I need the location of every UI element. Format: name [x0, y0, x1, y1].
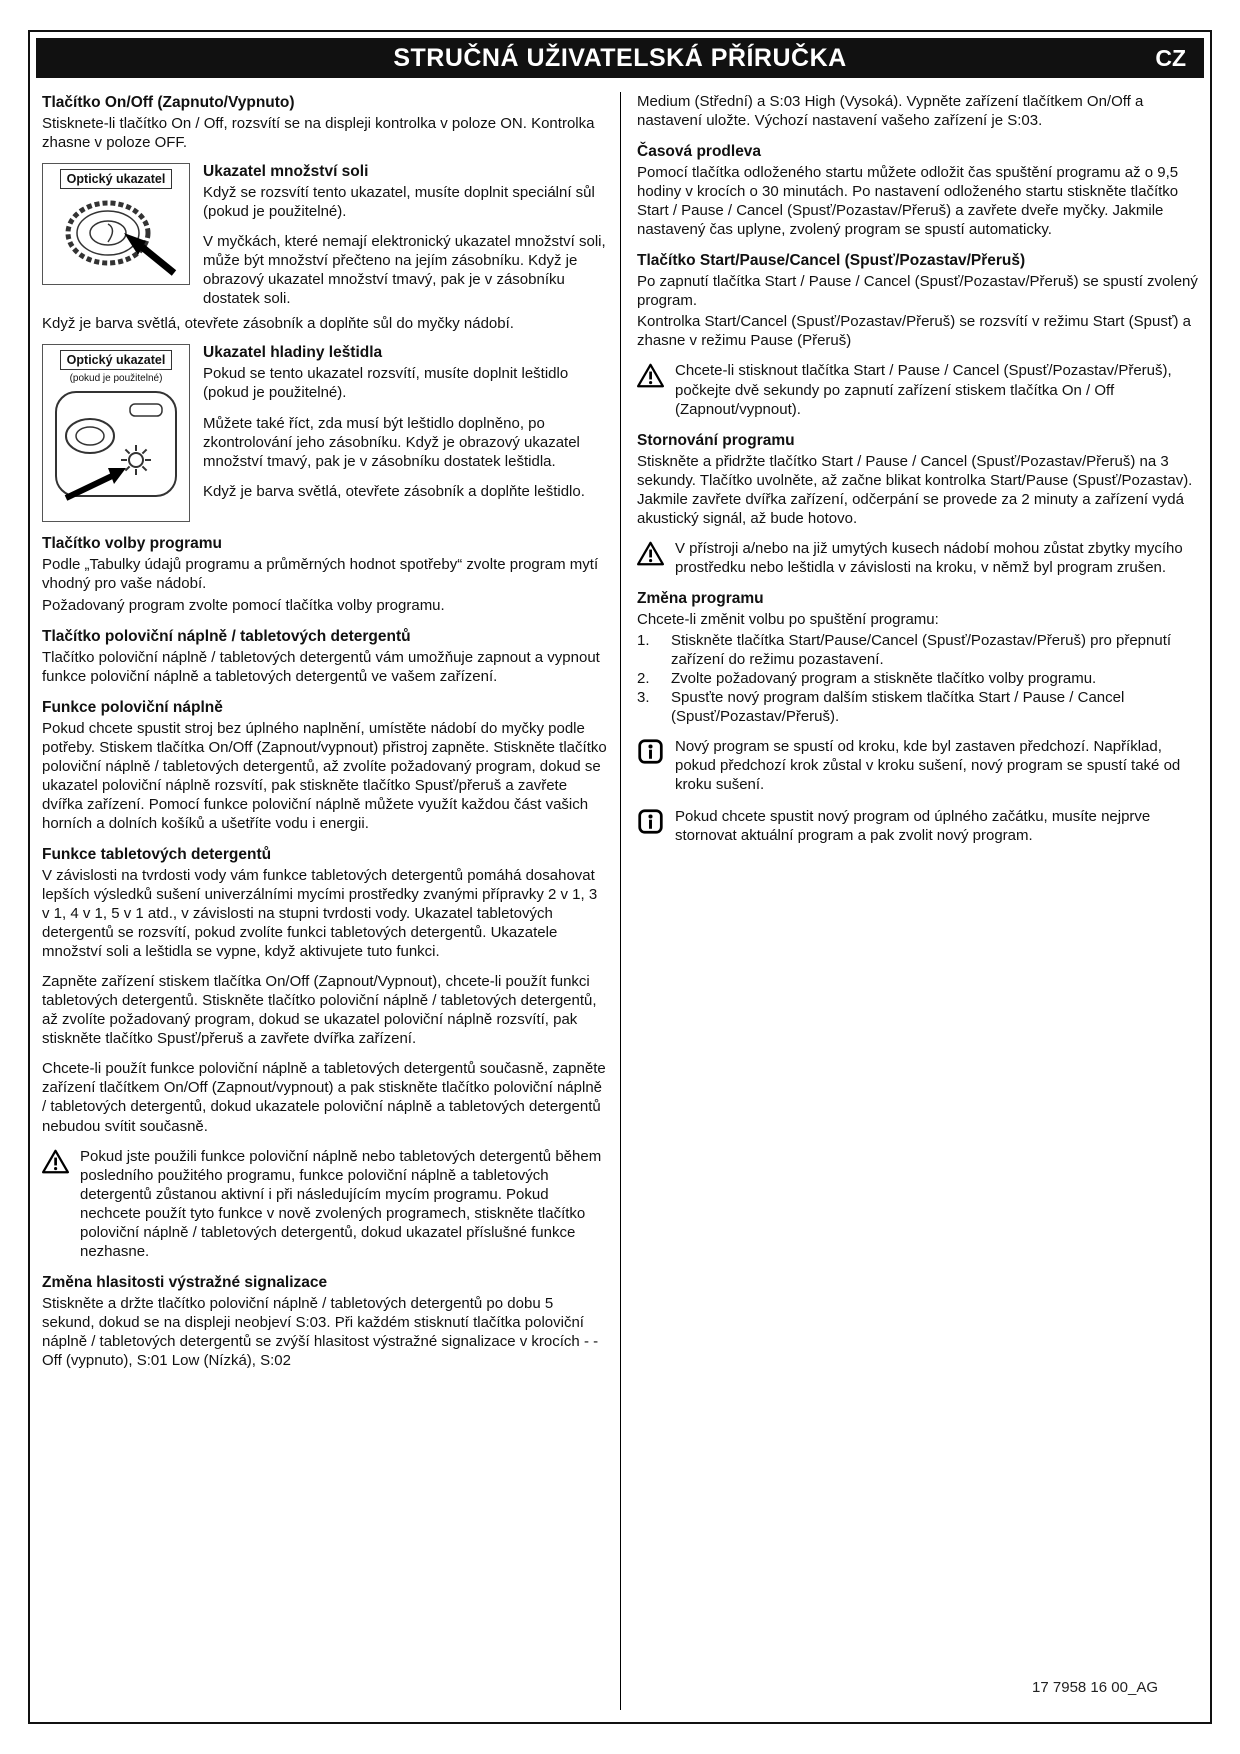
language-badge: CZ	[1155, 44, 1186, 71]
paragraph-rinse-1: Pokud se tento ukazatel rozsvítí, musíte doplnit leštidlo (pokud je použitelné).	[203, 365, 569, 402]
warning-icon	[637, 363, 664, 388]
heading-alarm-volume: Změna hlasitosti výstražné signalizace	[42, 1273, 328, 1291]
list-item-number: 2.	[637, 670, 650, 688]
info-icon	[637, 739, 664, 764]
info-note-restart	[637, 807, 1198, 845]
figure-rinse-indicator	[42, 344, 190, 522]
rinse-indicator-text	[203, 344, 608, 522]
paragraph-rinse-2: Můžete také říct, zda musí být leštidlo doplněno, po zkontrolování jeho zásobníku. Když je obrazový ukazatel množství tmavý, pak je v zásobníku dostatek leštidla.	[203, 414, 580, 470]
info-icon	[637, 809, 664, 834]
warning-text: Chcete-li stisknout tlačítka Start / Pause / Cancel (Spusť/Pozastav/Přeruš), počkejte dvě sekundy po zapnutí zařízení stiskem tlačítka On / Off (Zapnout/vypnout).	[675, 362, 1172, 418]
heading-delay-timer: Časová prodleva	[637, 143, 762, 161]
optical-indicator-sublabel: (pokud je použitelné)	[69, 373, 163, 385]
paragraph-salt-2: V myčkách, které nemají elektronický ukazatel množství soli, může být množství přečteno na jejím zásobníku. Když je obrazový ukazatel množství tmavý, pak je v zásobníku dostatek soli.	[203, 233, 606, 308]
salt-indicator-text	[203, 163, 608, 308]
heading-rinse-indicator: Ukazatel hladiny leštidla	[203, 344, 383, 362]
paragraph-alarm-volume: Stiskněte a držte tlačítko poloviční náplně / tabletových detergentů po dobu 5 sekund, dokud se na displeji neobjeví S:03. Při každém stisknutí tlačítka poloviční náplně / tabletových detergentů se zvýší hlasitost výstražné signalizace v krocích - - Off (vypnuto), S:01 Low (Nízká), S:02	[42, 1294, 599, 1369]
heading-half-load-button: Tlačítko poloviční náplně / tabletových detergentů	[42, 627, 411, 645]
list-item-text: Zvolte požadovaný program a stiskněte tlačítko volby programu.	[671, 670, 1097, 688]
warning-icon	[637, 541, 664, 566]
list-item-number: 1.	[637, 631, 650, 649]
figure-salt-indicator	[42, 163, 190, 285]
salt-indicator-block	[42, 163, 608, 308]
paragraph-program-select-1: Podle „Tabulky údajů programu a průměrných hodnot spotřeby“ zvolte program mytí vhodný pro vaše nádobí.	[42, 556, 599, 593]
heading-change-program: Změna programu	[637, 589, 764, 607]
document-code: 17 7958 16 00_AG	[1032, 1679, 1158, 1696]
page-content	[36, 78, 1204, 1710]
paragraph-half-load-button: Tlačítko poloviční náplně / tabletových detergentů vám umožňuje zapnout a vypnout funkce poloviční náplně a tabletových detergentů ve vašem zařízení.	[42, 648, 600, 685]
paragraph-start-pause-2: Kontrolka Start/Cancel (Spusť/Pozastav/Přeruš) se rozsvítí v režimu Start (Spusť) a zhasne v režimu Pause (Přeruš)	[637, 313, 1191, 350]
list-item-text: Spusťte nový program dalším stiskem tlačítka Start / Pause / Cancel (Spusť/Pozastav/Přeruš).	[671, 689, 1125, 726]
heading-start-pause-cancel: Tlačítko Start/Pause/Cancel (Spusť/Pozastav/Přeruš)	[637, 252, 1026, 270]
paragraph-salt-1: Když se rozsvítí tento ukazatel, musíte doplnit speciální sůl (pokud je použitelné).	[203, 184, 595, 221]
paragraph-onoff: Stisknete-li tlačítko On / Off, rozsvítí se na displeji kontrolka v poloze ON. Kontrolka zhasne v poloze OFF.	[42, 115, 595, 152]
heading-program-select: Tlačítko volby programu	[42, 535, 223, 553]
paragraph-change-intro: Chcete-li změnit volbu po spuštění programu:	[637, 610, 939, 628]
heading-salt-indicator: Ukazatel množství soli	[203, 163, 369, 181]
salt-cap-drawing	[50, 189, 182, 277]
paragraph-volume-continued: Medium (Střední) a S:03 High (Vysoká). Vypněte zařízení tlačítkem On/Off a nastavení uložte. Výchozí nastavení vašeho zařízení je S:03.	[637, 93, 1144, 130]
warning-note-residue	[637, 539, 1198, 577]
heading-half-load-function: Funkce poloviční náplně	[42, 698, 223, 716]
rinse-dispenser-drawing	[50, 384, 182, 506]
info-text: Nový program se spustí od kroku, kde byl zastaven předchozí. Například, pokud předchozí krok zůstal v kroku sušení, nový program se spustí také od kroku sušení.	[675, 738, 1181, 794]
page-title: STRUČNÁ UŽIVATELSKÁ PŘÍRUČKA	[393, 43, 847, 72]
list-item-number: 3.	[637, 689, 650, 707]
paragraph-rinse-3: Když je barva světlá, otevřete zásobník a doplňte leštidlo.	[203, 482, 585, 500]
paragraph-tablet-1: V závislosti na tvrdosti vody vám funkce tabletových detergentů pomáhá dosahovat lepších výsledků sušení univerzálními mycími prostředky zvanými přípravky 2 v 1, 3 v 1, 4 v 1, 5 v 1 atd., v závislosti na stupni tvrdosti vody. Ukazatel tabletových detergentů se rozsvítí, pokud zvolíte funkci tabletových detergentů. Ukazatele množství soli a leštidla se vypne, když aktivujete tuto funkci.	[42, 866, 598, 961]
rinse-indicator-block	[42, 344, 608, 522]
left-column	[36, 92, 620, 1710]
paragraph-cancel-program: Stiskněte a přidržte tlačítko Start / Pause / Cancel (Spusť/Pozastav/Přeruš) na 3 sekundy. Tlačítko uvolněte, až začne blikat kontrolka Start/Pause (Spusť/Pozastav). Jakmile zavřete dvířka zařízení, odčerpání se provede za 2 minuty a zařízení vydá akustický signál, až bude hotovo.	[637, 452, 1193, 527]
info-text: Pokud chcete spustit nový program od úplného začátku, musíte nejprve stornovat aktuální program a pak zvolit nový program.	[675, 808, 1151, 845]
heading-tablet-function: Funkce tabletových detergentů	[42, 845, 272, 863]
warning-text: Pokud jste použili funkce poloviční náplně nebo tabletových detergentů během posledního použitého programu, funkce poloviční náplně a tabletových detergentů zůstanou aktivní i při následujícím mycím programu. Pokud nechcete použít tyto funkce v nově zvolených programech, stiskněte tlačítko poloviční náplně / tabletových detergentů, dokud ukazatel příslušné funkce nezhasne.	[80, 1147, 602, 1260]
page-frame	[28, 30, 1212, 1724]
list-item	[637, 631, 1198, 669]
paragraph-delay-timer: Pomocí tlačítka odloženého startu můžete odložit čas spuštění programu až o 9,5 hodiny v krocích o 30 minutách. Po nastavení odloženého startu stiskněte tlačítko Start / Pause / Cancel (Spusť/Pozastav/Přeruš) a zavřete dveře myčky. Jakmile nastavený čas uplyne, zvolený program se spustí automaticky.	[637, 164, 1179, 239]
paragraph-half-load-function: Pokud chcete spustit stroj bez úplného naplnění, umístěte nádobí do myčky podle potřeby. Stiskem tlačítka On/Off (Zapnout/vypnout) přistroj zapněte. Stiskněte tlačítko poloviční náplně / tabletových detergentů, až zvolíte požadovaný program, dokud se ukazatel poloviční náplně rozsvítí, pak stiskněte tlačítko Spusť/přeruš a zavřete dvířka zařízení. Pomocí funkce poloviční náplně můžete využít každou část vašich horních a dolních košíků a ušetříte vodu i energii.	[42, 719, 607, 832]
change-program-steps	[637, 631, 1198, 726]
right-column	[620, 92, 1204, 1710]
optical-indicator-label: Optický ukazatel	[60, 350, 173, 370]
paragraph-start-pause-1: Po zapnutí tlačítka Start / Pause / Cancel (Spusť/Pozastav/Přeruš) se spustí zvolený program.	[637, 273, 1198, 310]
paragraph-tablet-3: Chcete-li použít funkce poloviční náplně a tabletových detergentů současně, zapněte zařízení tlačítkem On/Off (Zapnout/vypnout) a pak stiskněte tlačítko poloviční náplně / tabletových detergentů, dokud ukazatele poloviční náplně a tabletových detergentů nebudou svítit současně.	[42, 1060, 606, 1135]
list-item	[637, 688, 1198, 726]
warning-note-start	[637, 361, 1198, 418]
heading-onoff-button: Tlačítko On/Off (Zapnuto/Vypnuto)	[42, 94, 295, 111]
paragraph-salt-3: Když je barva světlá, otevřete zásobník a doplňte sůl do myčky nádobí.	[42, 315, 514, 333]
list-item-text: Stiskněte tlačítka Start/Pause/Cancel (Spusť/Pozastav/Přeruš) pro přepnutí zařízení do režimu pozastavení.	[671, 631, 1172, 668]
warning-note-functions	[42, 1147, 608, 1261]
info-note-resume	[637, 737, 1198, 794]
paragraph-tablet-2: Zapněte zařízení stiskem tlačítka On/Off (Zapnout/Vypnout), chcete-li použít funkci tabletových detergentů. Stiskněte tlačítko poloviční náplně / tabletových detergentů, až zvolíte požadovaný program, dokud se ukazatel poloviční náplně rozsvítí, pak stiskněte tlačítko Spusť/přeruš a zavřete dvířka zařízení.	[42, 973, 597, 1048]
page-header	[36, 38, 1204, 78]
warning-icon	[42, 1149, 69, 1174]
list-item	[637, 669, 1198, 688]
paragraph-program-select-2: Požadovaný program zvolte pomocí tlačítka volby programu.	[42, 596, 445, 614]
warning-text: V přístroji a/nebo na již umytých kusech nádobí mohou zůstat zbytky mycího prostředku nebo leštidla v závislosti na kroku, v němž byl program zrušen.	[675, 539, 1183, 576]
heading-cancel-program: Stornování programu	[637, 431, 795, 449]
optical-indicator-label: Optický ukazatel	[60, 169, 173, 189]
